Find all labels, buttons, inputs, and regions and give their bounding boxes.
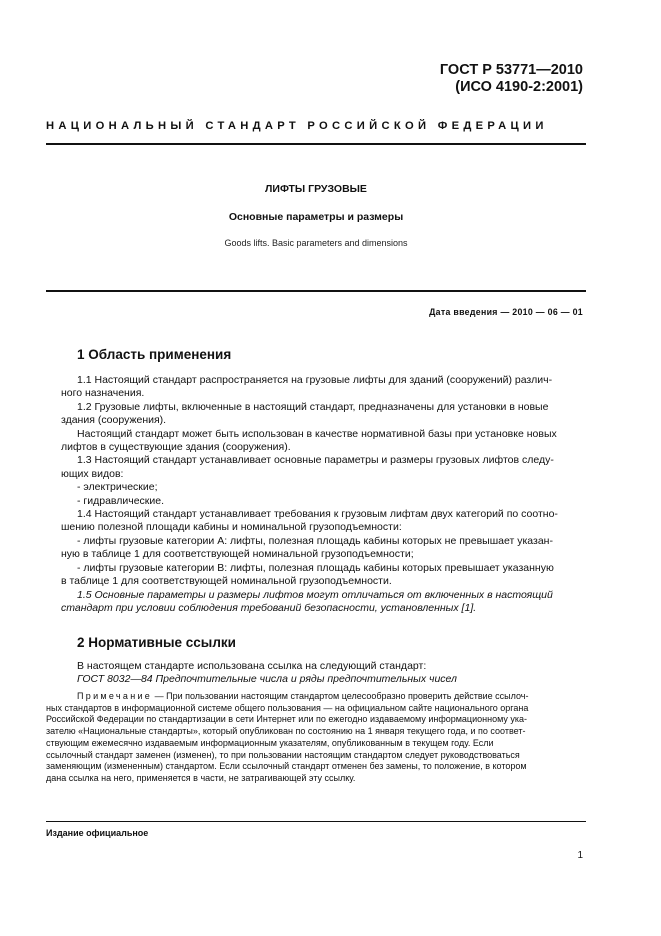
paragraph-1-4-cont: шению полезной площади кабины и номинальной грузоподъемности: — [61, 521, 402, 534]
paragraph-1-3-cont: ющих видов: — [61, 467, 124, 480]
document-title: ЛИФТЫ ГРУЗОВЫЕ — [265, 183, 367, 195]
document-code — [440, 62, 583, 96]
section-2-body — [61, 660, 584, 687]
note-line-7: заменяющим (измененным) стандартом. Если ссылочный стандарт отменен без замены, то положение, в котором — [46, 761, 527, 772]
divider-title — [46, 290, 586, 292]
paragraph-1-2-cont: здания (сооружения). — [61, 414, 167, 427]
date-of-introduction: Дата введения — 2010 — 06 — 01 — [429, 307, 583, 317]
note-line-5: ствующим ежемесячно издаваемым информационным указателям, опубликованным в текущем году. Если — [46, 737, 494, 748]
note-line-1: Примечание — При пользовании настоящим стандартом целесообразно проверить действие ссылоч- — [77, 691, 529, 701]
section-1-heading: 1 Область применения — [77, 347, 232, 362]
paragraph-1-2-extra-cont: лифтов в существующие здания (сооружения). — [61, 441, 291, 454]
category-b: - лифты грузовые категории В: лифты, полезная площадь кабины которых превышает указанную — [77, 561, 554, 574]
paragraph-1-1: 1.1 Настоящий стандарт распространяется на грузовые лифты для зданий (сооружений) различ- — [77, 374, 553, 386]
paragraph-1-3: 1.3 Настоящий стандарт устанавливает основные параметры и размеры грузовых лифтов следу- — [77, 454, 554, 467]
paragraph-1-1-cont: ного назначения. — [61, 387, 145, 400]
gost-number: ГОСТ Р 53771—2010 — [439, 62, 583, 78]
iso-number: (ИСО 4190-2:2001) — [455, 79, 583, 95]
section-1-body — [61, 374, 584, 615]
category-a-cont: ную в таблице 1 для соответствующей номинальной грузоподъемности; — [61, 548, 414, 561]
note-line-8: дана ссылка на него, применяется в части, не затрагивающей эту ссылку. — [46, 772, 356, 783]
paragraph-1-5-cont: стандарт при условии соблюдения требований безопасности, установленных [1]. — [61, 601, 477, 614]
section-2-paragraph: В настоящем стандарте использована ссылка на следующий стандарт: — [77, 660, 427, 672]
document-title-english: Goods lifts. Basic parameters and dimensions — [224, 238, 408, 248]
note-line-3: Российской Федерации по стандартизации в сети Интернет или по ежегодно издаваемому информационному ука- — [46, 714, 527, 725]
footer-divider — [46, 821, 586, 822]
note-line-4: зателю «Национальные стандарты», который опубликован по состоянию на 1 января текущего года, и по соответ- — [46, 726, 526, 737]
divider-top — [46, 143, 586, 145]
note-line-6: ссылочный стандарт заменен (изменен), то при пользовании настоящим стандартом следует руководствоваться — [46, 749, 520, 760]
normative-reference: ГОСТ 8032—84 Предпочтительные числа и ряды предпочтительных чисел — [77, 673, 457, 686]
section-2-heading: 2 Нормативные ссылки — [77, 635, 236, 650]
paragraph-1-2-extra: Настоящий стандарт может быть использован в качестве нормативной базы при установке новых — [77, 427, 557, 440]
note-line-2: ных стандартов в информационной системе общего пользования — на официальном сайте национального органа — [46, 702, 529, 713]
page-number: 1 — [577, 850, 583, 861]
list-item-hydraulic: - гидравлические. — [77, 494, 165, 507]
list-item-electric: - электрические; — [77, 481, 158, 494]
category-a: - лифты грузовые категории А: лифты, полезная площадь кабины которых не превышает указан- — [77, 534, 553, 547]
note-label: Примечание — [77, 691, 153, 701]
document-subtitle: Основные параметры и размеры — [228, 211, 404, 223]
paragraph-1-4: 1.4 Настоящий стандарт устанавливает требования к грузовым лифтам двух категорий по соотно- — [77, 508, 558, 521]
category-b-cont: в таблице 1 для соответствующей номинальной грузоподъемности. — [61, 575, 392, 588]
paragraph-1-5: 1.5 Основные параметры и размеры лифтов могут отличаться от включенных в настоящий — [77, 588, 553, 601]
national-standard-banner: НАЦИОНАЛЬНЫЙ СТАНДАРТ РОССИЙСКОЙ ФЕДЕРАЦИИ — [46, 120, 548, 132]
edition-label: Издание официальное — [46, 828, 149, 838]
paragraph-1-2: 1.2 Грузовые лифты, включенные в настоящий стандарт, предназначены для установки в новые — [77, 400, 549, 413]
note-block — [46, 691, 584, 785]
